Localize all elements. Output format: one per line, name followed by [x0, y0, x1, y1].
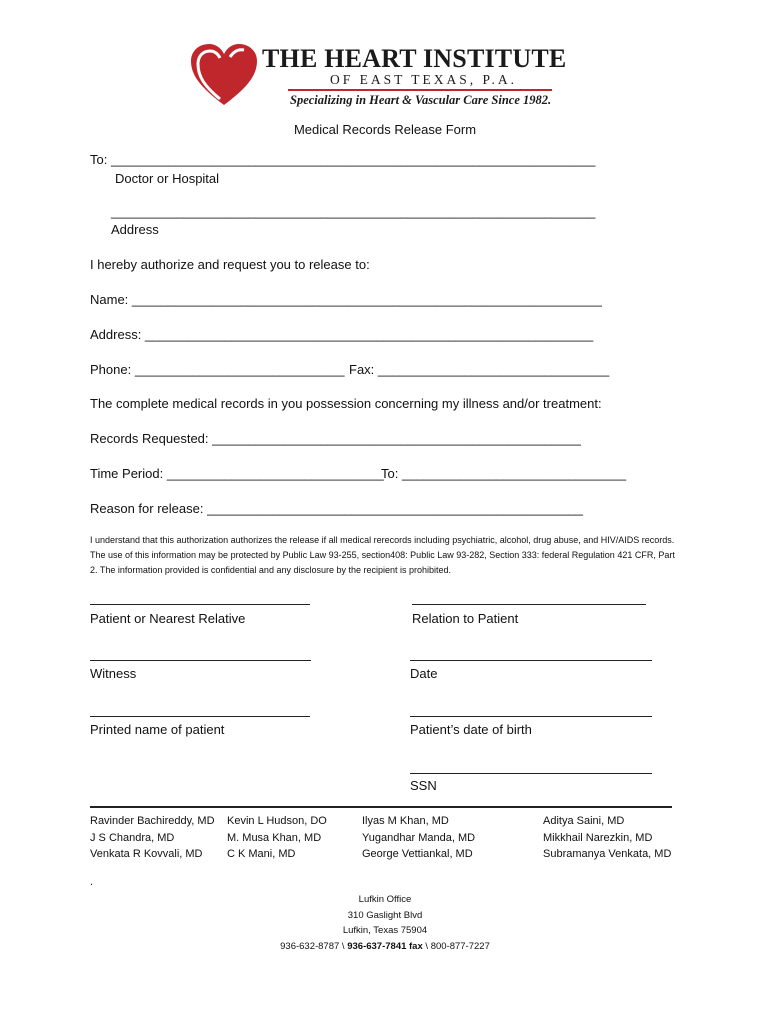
- disclaimer-text: I understand that this authorization authorizes the release if all medical rerecords including psychiatric, alcohol, drug abuse, and HIV/AIDS records. The use of this information may be protected by Public Law 93-255, section408: Public Law 93-282, Section 333: federal Regulation 421 CFR, Part 2. The information provided is confidential and any disclosure by the recipient is prohibited.: [90, 535, 675, 575]
- fax-line[interactable]: Fax: ________________________________: [349, 362, 610, 377]
- time-to-line[interactable]: To: _______________________________: [381, 466, 627, 481]
- phone-line[interactable]: Phone: _____________________________: [90, 362, 345, 377]
- office-phone: 936-632-8787: [280, 940, 340, 952]
- doctor-name: Ravinder Bachireddy, MD: [90, 815, 215, 827]
- to-line[interactable]: To: ___________________________________________________________________: [90, 152, 596, 167]
- heart-logo-icon: [190, 43, 258, 107]
- doctor-name: Aditya Saini, MD: [543, 815, 625, 827]
- dob-label: Patient’s date of birth: [410, 722, 532, 737]
- doctor-name: M. Musa Khan, MD: [227, 831, 322, 844]
- org-subtitle: OF EAST TEXAS, P.A.: [330, 72, 518, 87]
- doctor-name: C K Mani, MD: [227, 848, 296, 860]
- office-street: 310 Gaslight Blvd: [347, 909, 423, 921]
- doctor-column-2: [227, 813, 327, 863]
- office-block: [0, 892, 770, 954]
- doctor-name: Ilyas M Khan, MD: [362, 815, 449, 827]
- witness-label: Witness: [90, 666, 137, 681]
- relation-label: Relation to Patient: [412, 611, 519, 626]
- doctor-column-4: [543, 813, 671, 863]
- footer-dot: .: [90, 876, 94, 888]
- patient-relative-label: Patient or Nearest Relative: [90, 611, 246, 626]
- form-title: Medical Records Release Form: [293, 122, 477, 137]
- ssn-label: SSN: [410, 778, 437, 793]
- signature-line-date[interactable]: [410, 660, 652, 661]
- doctor-name: George Vettiankal, MD: [362, 848, 473, 860]
- org-tagline: Specializing in Heart & Vascular Care Since 1982.: [290, 93, 552, 107]
- name-line[interactable]: Name: _________________________________________________________________: [90, 292, 602, 307]
- office-city: Lufkin, Texas 75904: [342, 925, 428, 936]
- office-fax: 936-637-7841 fax: [347, 940, 423, 952]
- office-name: Lufkin Office: [358, 894, 412, 905]
- address-blank-line[interactable]: ___________________________________________________________________: [111, 204, 596, 219]
- printed-name-label: Printed name of patient: [90, 722, 225, 737]
- date-label: Date: [410, 666, 438, 681]
- doctor-name: Mikkhail Narezkin, MD: [543, 831, 653, 844]
- org-name: THE HEART INSTITUTE: [262, 44, 567, 73]
- records-requested-line[interactable]: Records Requested: ___________________________________________________: [90, 431, 581, 446]
- signature-line-relation[interactable]: [412, 604, 646, 605]
- release-address-line[interactable]: Address: ______________________________________________________________: [90, 327, 594, 342]
- reason-line[interactable]: Reason for release: ____________________________________________________: [90, 501, 584, 516]
- doctor-name: Kevin L Hudson, DO: [227, 815, 327, 827]
- doctor-name: Venkata R Kovvali, MD: [90, 848, 203, 860]
- signature-line-witness[interactable]: [90, 660, 311, 661]
- authorize-text: I hereby authorize and request you to release to:: [90, 257, 370, 272]
- doctor-hospital-label: Doctor or Hospital: [115, 171, 220, 186]
- office-tollfree: 800-877-7227: [430, 940, 490, 952]
- signature-line-ssn[interactable]: [410, 773, 652, 774]
- time-period-line[interactable]: Time Period: ______________________________: [90, 466, 384, 481]
- separator: \: [339, 940, 348, 952]
- footer-divider: [90, 806, 672, 808]
- header-rule: [288, 89, 552, 91]
- signature-line-patient[interactable]: [90, 604, 310, 605]
- signature-line-dob[interactable]: [410, 716, 652, 717]
- complete-records-text: The complete medical records in you possession concerning my illness and/or treatment:: [90, 396, 602, 411]
- office-phones: [0, 939, 770, 955]
- address-label: Address: [111, 222, 159, 237]
- doctor-column-1: [90, 813, 215, 863]
- doctor-name: J S Chandra, MD: [90, 831, 175, 844]
- doctor-name: Yugandhar Manda, MD: [362, 831, 476, 844]
- separator: \: [422, 940, 431, 952]
- doctor-column-3: [362, 813, 475, 863]
- signature-line-printed-name[interactable]: [90, 716, 310, 717]
- doctor-name: Subramanya Venkata, MD: [543, 848, 672, 860]
